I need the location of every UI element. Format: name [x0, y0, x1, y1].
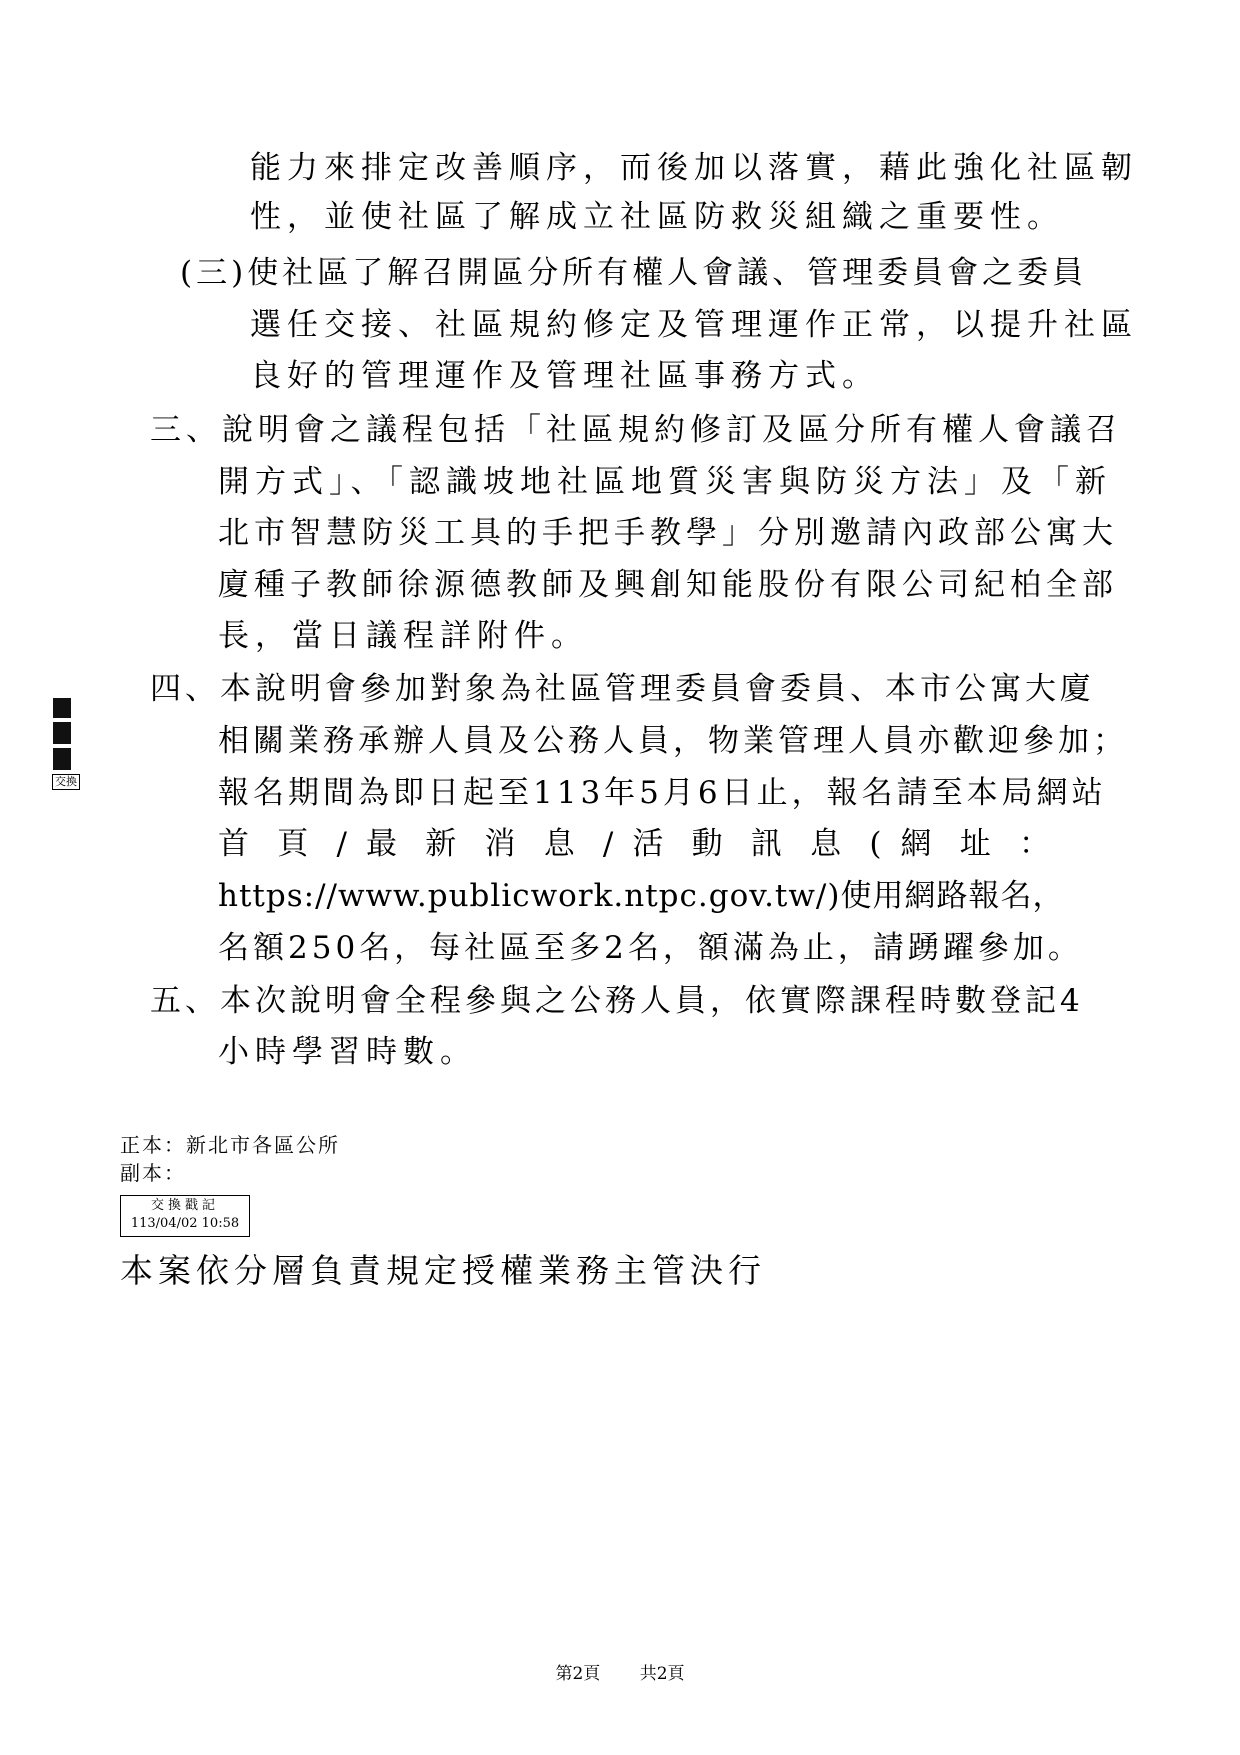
page-total: 共2頁: [639, 1664, 685, 1684]
side-seal-label: 交換: [52, 774, 80, 790]
body-line: 四、本說明會參加對象為社區管理委員會委員、本市公寓大廈: [150, 671, 1095, 707]
body-line: 開方式」、「認識坡地社區地質災害與防災方法」及「新: [218, 464, 1112, 500]
body-line: 良好的管理運作及管理社區事務方式。: [250, 358, 879, 394]
copy-recipient: 副本：: [120, 1161, 186, 1185]
body-line: 三、說明會之議程包括「社區規約修訂及區分所有權人會議召: [150, 412, 1122, 448]
body-line: 相關業務承辦人員及公務人員，物業管理人員亦歡迎參加；: [218, 723, 1128, 759]
body-line: 廈種子教師徐源德教師及興創知能股份有限公司紀柏全部: [218, 567, 1118, 603]
body-line: 名額250名，每社區至多2名，額滿為止，請踴躍參加。: [218, 930, 1083, 966]
body-line: 五、本次說明會全程參與之公務人員，依實際課程時數登記4: [150, 983, 1084, 1019]
body-line: 性，並使社區了解成立社區防救災組織之重要性。: [250, 199, 1064, 235]
body-line: (三)使社區了解召開區分所有權人會議、管理委員會之委員: [180, 255, 1088, 291]
delegation-statement: 本案依分層負責規定授權業務主管決行: [120, 1251, 766, 1290]
primary-recipient: 正本：新北市各區公所: [120, 1133, 340, 1157]
body-line: 能力來排定改善順序，而後加以落實，藉此強化社區韌: [250, 150, 1138, 186]
body-line: 報名期間為即日起至113年5月6日止，報名請至本局網站: [218, 775, 1107, 811]
body-line: 北市智慧防災工具的手把手教學」分別邀請內政部公寓大: [218, 515, 1118, 551]
body-line: 小時學習時數。: [218, 1034, 477, 1070]
exchange-stamp: [120, 1195, 250, 1237]
page-footer: [0, 1663, 1240, 1685]
body-line-url: https://www.publicwork.ntpc.gov.tw/)使用網路報名，: [218, 878, 1065, 914]
stamp-title: 交換戳記: [150, 1198, 219, 1213]
body-line: 首 頁 / 最 新 消 息 / 活 動 訊 息 ( 網 址 ：: [218, 826, 1050, 862]
stamp-time: 113/04/02 10:58: [130, 1216, 240, 1231]
body-line: 選任交接、社區規約修定及管理運作正常，以提升社區: [250, 307, 1138, 343]
page-number: 第2頁: [555, 1664, 601, 1684]
side-seal: [51, 698, 81, 794]
body-line: 長，當日議程詳附件。: [218, 618, 588, 654]
